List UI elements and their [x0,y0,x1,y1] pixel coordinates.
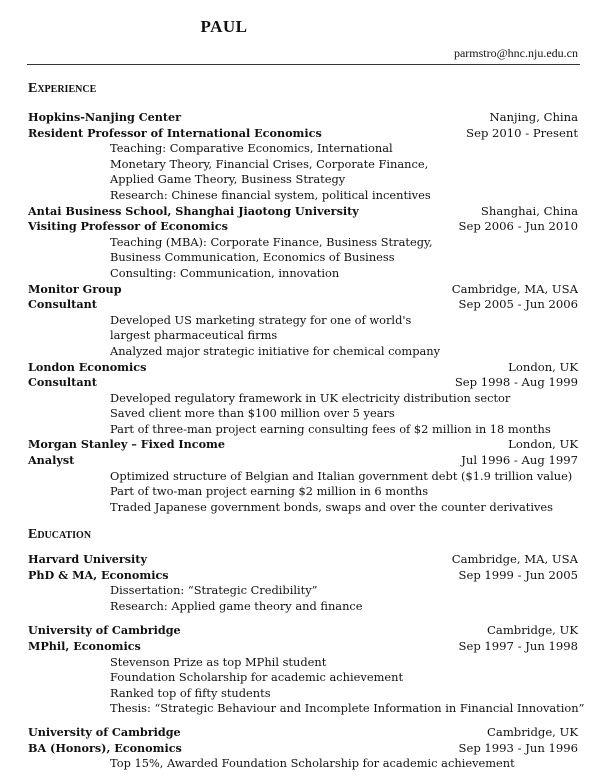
entry-dates: Sep 2005 - Jun 2006 [458,297,578,312]
entry-organization: Monitor Group [28,281,122,296]
entry-dates: Sep 1993 - Jun 1996 [458,740,578,755]
education-list [28,552,585,772]
entry-location: Cambridge, MA, USA [451,552,578,566]
entry-role: Consultant [28,297,97,312]
section-title-education: Education [28,527,92,542]
entry-dates: Sep 1997 - Jun 1998 [458,638,578,653]
entry-details [110,469,578,516]
entry-header-row [28,204,578,220]
entry-dates: Sep 2006 - Jun 2010 [458,219,578,234]
entry-role: Consultant [28,375,97,390]
entry-dates: Jul 1996 - Aug 1997 [461,453,578,468]
detail-line: Business Communication, Economics of Business [110,250,395,265]
entry-organization: London Economics [28,359,147,374]
detail-line: Thesis: “Strategic Behaviour and Incomplete Information in Financial Innovation” [110,701,585,716]
entry-role-row [28,741,578,757]
resume-name: PAUL [200,17,248,36]
detail-line: Developed US marketing strategy for one of world's [110,312,412,327]
detail-line: Monetary Theory, Financial Crises, Corporate Finance, [110,156,429,171]
entry-location: Cambridge, UK [487,623,578,638]
detail-line: Saved client more than $100 million over 5 years [110,406,395,421]
entry-dates: Sep 1999 - Jun 2005 [458,567,578,582]
detail-line: Consulting: Communication, innovation [110,265,340,280]
education-section [28,526,585,772]
detail-line: Research: Applied game theory and finance [110,598,363,613]
experience-entry [28,204,578,282]
entry-header-row [28,437,578,453]
experience-list [28,110,578,515]
education-entry [28,623,585,717]
entry-details [110,583,578,614]
education-entry [28,725,578,772]
detail-line: Analyzed major strategic initiative for chemical company [110,343,441,358]
header-divider [27,64,580,65]
entry-location: Cambridge, MA, USA [451,281,578,296]
experience-entry [28,437,578,515]
detail-line: Applied Game Theory, Business Strategy [110,172,346,187]
entry-role-row [28,297,578,313]
detail-line: Traded Japanese government bonds, swaps and over the counter derivatives [110,499,553,514]
entry-location: Cambridge, UK [487,724,578,739]
entry-header-row [28,360,578,376]
detail-line: Teaching (MBA): Corporate Finance, Business Strategy, [110,234,433,249]
education-entry [28,552,578,614]
entry-role: Resident Professor of International Economics [28,125,322,140]
entry-location: Shanghai, China [480,203,578,218]
entry-location: London, UK [508,359,578,374]
entry-details [110,391,578,438]
entry-role-row [28,568,578,584]
entry-header-row [28,552,578,568]
entry-header-row [28,282,578,298]
entry-header-row [28,725,578,741]
entry-role: Visiting Professor of Economics [28,219,228,234]
section-title-experience: Experience [28,81,97,96]
detail-line: Part of three-man project earning consulting fees of $2 million in 18 months [110,421,551,436]
entry-organization: University of Cambridge [28,724,181,739]
entry-role: PhD & MA, Economics [28,567,169,582]
detail-line: Part of two-man project earning $2 million in 6 months [110,484,429,499]
detail-line: Developed regulatory framework in UK electricity distribution sector [110,390,511,405]
entry-location: Nanjing, China [489,110,578,124]
detail-line: Top 15%, Awarded Foundation Scholarship for academic achievement [110,756,515,771]
entry-dates: Sep 1998 - Aug 1999 [454,375,578,390]
entry-organization: Harvard University [28,552,147,566]
detail-line: Ranked top of fifty students [110,685,271,700]
entry-role-row [28,126,578,142]
entry-role: Analyst [28,453,75,468]
entry-details [110,756,578,772]
detail-line: Teaching: Comparative Economics, International [110,141,393,156]
entry-role: BA (Honors), Economics [28,740,182,755]
detail-line: Foundation Scholarship for academic achievement [110,670,404,685]
email-address: parmstro@hnc.nju.edu.cn [453,46,578,60]
entry-role: MPhil, Economics [28,638,141,653]
detail-line: Optimized structure of Belgian and Italian government debt ($1.9 trillion value) [110,468,573,483]
entry-role-row [28,219,578,235]
entry-organization: Hopkins-Nanjing Center [28,110,182,124]
entry-location: London, UK [508,437,578,452]
detail-line: Research: Chinese financial system, political incentives [110,187,431,202]
experience-entry [28,110,578,204]
entry-details [110,313,578,360]
entry-role-row [28,375,578,391]
entry-organization: Morgan Stanley – Fixed Income [28,437,226,452]
detail-line: largest pharmaceutical firms [110,328,278,343]
entry-details [110,141,578,203]
experience-entry [28,282,578,360]
experience-entry [28,360,578,438]
entry-details [110,235,578,282]
entry-header-row [28,110,578,126]
entry-role-row [28,453,578,469]
entry-organization: University of Cambridge [28,623,181,638]
experience-section [28,80,578,515]
entry-header-row [28,623,578,639]
entry-details [110,654,585,717]
detail-line: Stevenson Prize as top MPhil student [110,654,327,669]
entry-dates: Sep 2010 - Present [466,125,578,140]
entry-organization: Antai Business School, Shanghai Jiaotong University [28,203,359,218]
entry-role-row [28,639,578,655]
detail-line: Dissertation: “Strategic Credibility” [110,583,318,598]
